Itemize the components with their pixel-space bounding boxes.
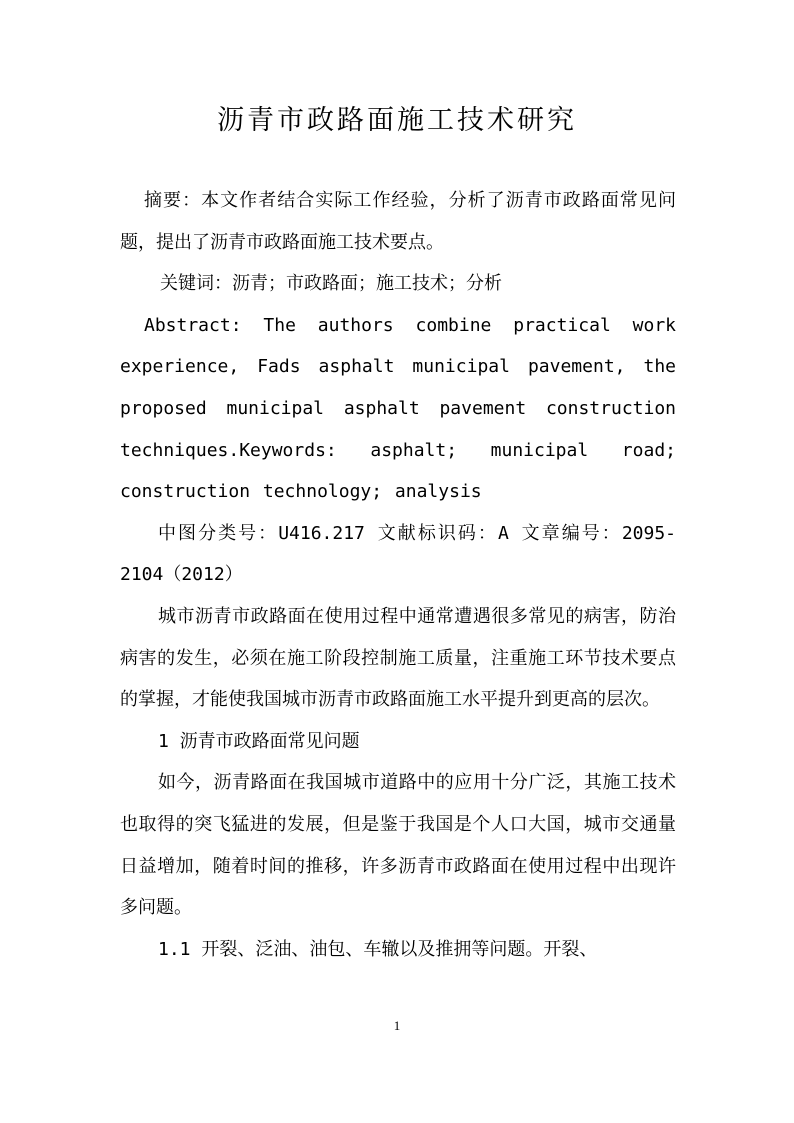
keywords-cn: 关键词：沥青；市政路面；施工技术；分析 [160,273,502,295]
classification-line: 中图分类号：U416.217 文献标识码：A 文章编号：2095-2104（2012） [120,522,676,586]
page-number: 1 [393,1018,401,1033]
section-1-paragraph: 如今，沥青路面在我国城市道路中的应用十分广泛，其施工技术也取得的突飞猛进的发展，但是鉴于我国是个人口大国，城市交通量日益增加，随着时间的推移，许多沥青市政路面在使用过程中出现许多问题。 [120,772,676,919]
section-heading-1: 1 沥青市政路面常见问题 [158,730,360,752]
document-body [120,180,676,970]
document-title: 沥青市政路面施工技术研究 [217,105,577,136]
subsection-heading-1-1: 1.1 开裂、泛油、油包、车辙以及推拥等问题。开裂、 [158,938,598,960]
abstract-cn: 摘要：本文作者结合实际工作经验，分析了沥青市政路面常见问题，提出了沥青市政路面施工技术要点。 [120,190,676,253]
intro-paragraph: 城市沥青市政路面在使用过程中通常遭遇很多常见的病害，防治病害的发生，必须在施工阶段控制施工质量，注重施工环节技术要点的掌握，才能使我国城市沥青市政路面施工水平提升到更高的层次。 [120,605,676,711]
abstract-en: Abstract: The authors combine practical work experience, Fads asphalt municipal pavement, the proposed municipal asphalt pavement construction techniques.Keywords: asphalt; municipal road; construction technology; analysis [120,314,676,503]
